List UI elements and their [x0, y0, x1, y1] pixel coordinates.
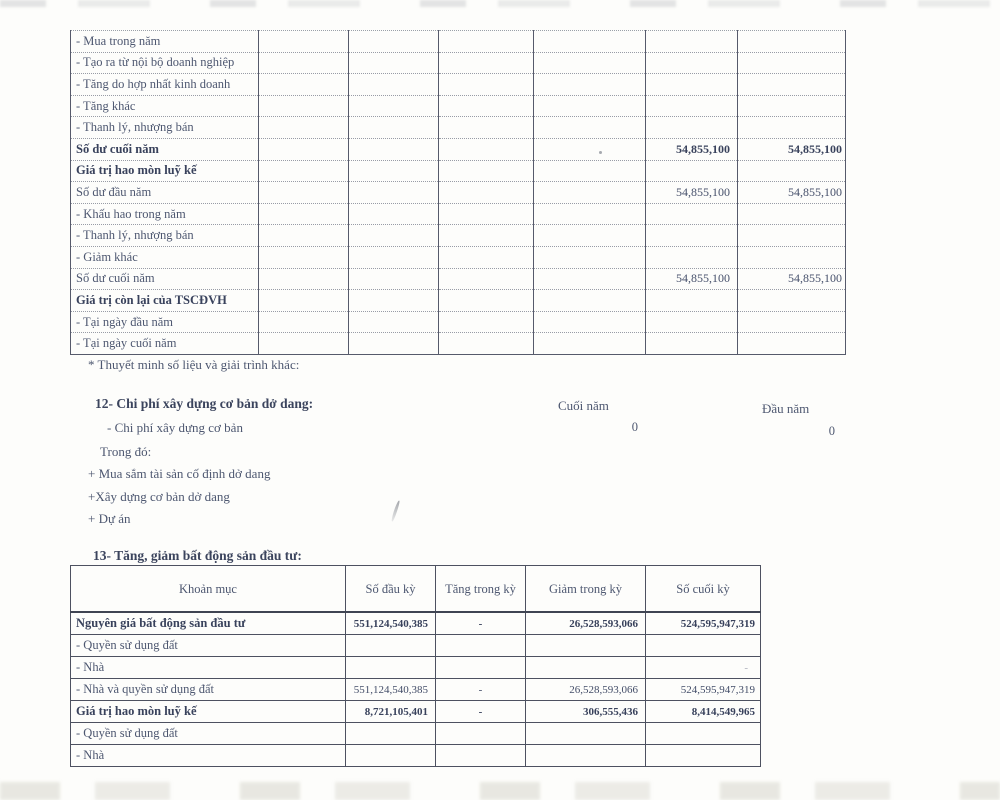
row-label: - Giảm khác: [71, 246, 259, 268]
table-row-closing-balance: [71, 138, 846, 160]
value-cell: -: [436, 701, 526, 723]
empty-cell: [534, 160, 646, 182]
empty-cell: [439, 138, 534, 160]
empty-cell: [349, 31, 439, 53]
empty-cell: [534, 182, 646, 204]
section12-item-project: + Dự án: [88, 511, 131, 526]
header-tang-trong-ky: Tăng trong kỳ: [436, 566, 526, 613]
value-cell: 551,124,540,385: [346, 612, 436, 635]
row-label: - Nhà và quyền sử dụng đất: [71, 679, 346, 701]
row-label: Nguyên giá bất động sản đầu tư: [71, 612, 346, 635]
empty-cell: [349, 160, 439, 182]
table-row: [71, 225, 846, 247]
value-cell: 26,528,593,066: [526, 679, 646, 701]
section12-line-construction-cost: - Chi phí xây dựng cơ bản: [107, 420, 243, 435]
empty-cell: [259, 138, 349, 160]
empty-cell: [259, 203, 349, 225]
empty-cell: [259, 160, 349, 182]
empty-cell: [346, 723, 436, 745]
investment-property-table: [70, 565, 761, 767]
empty-cell: [349, 225, 439, 247]
table-row: [71, 333, 846, 355]
empty-cell: [738, 290, 846, 312]
empty-cell: [646, 635, 761, 657]
empty-cell: [534, 290, 646, 312]
empty-cell: [439, 203, 534, 225]
section12-column-end-year: Cuối năm: [558, 398, 609, 413]
value-cell: 8,414,549,965: [646, 701, 761, 723]
section13-title: 13- Tăng, giảm bất động sản đầu tư:: [93, 548, 302, 563]
empty-cell: [646, 333, 738, 355]
empty-cell: [646, 723, 761, 745]
empty-cell: [439, 31, 534, 53]
table-row: [71, 117, 846, 139]
empty-cell: [526, 745, 646, 767]
empty-cell: [738, 117, 846, 139]
empty-cell: [738, 52, 846, 74]
empty-cell: [439, 117, 534, 139]
empty-cell: [738, 74, 846, 96]
empty-cell: [349, 333, 439, 355]
empty-cell: [346, 657, 436, 679]
empty-cell: [439, 182, 534, 204]
empty-cell: [534, 117, 646, 139]
value-cell: -: [436, 612, 526, 635]
section12-column-start-year: Đầu năm: [762, 401, 810, 416]
empty-cell: [534, 225, 646, 247]
pen-mark-artifact: [391, 500, 401, 522]
section12-title: 12- Chi phí xây dựng cơ bản dở dang:: [95, 396, 314, 411]
empty-cell: [259, 268, 349, 290]
empty-cell: [534, 333, 646, 355]
table-row: [71, 723, 761, 745]
row-label: Giá trị còn lại của TSCĐVH: [71, 290, 259, 312]
row-label: - Thanh lý, nhượng bán: [71, 225, 259, 247]
table-row: [71, 635, 761, 657]
empty-cell: [259, 117, 349, 139]
empty-cell: [534, 52, 646, 74]
row-label: - Khấu hao trong năm: [71, 203, 259, 225]
empty-cell: [349, 95, 439, 117]
section12-end-year-value: 0: [631, 420, 638, 434]
section12-start-year-value: 0: [828, 424, 835, 438]
empty-cell: [349, 74, 439, 96]
row-label: - Mua trong năm: [71, 31, 259, 53]
value-cell: 551,124,540,385: [346, 679, 436, 701]
empty-cell: [526, 657, 646, 679]
empty-cell: [349, 203, 439, 225]
table-row-opening-balance: [71, 182, 846, 204]
row-label: Giá trị hao mòn luỹ kế: [71, 701, 346, 723]
empty-cell: [646, 160, 738, 182]
table-row: [71, 74, 846, 96]
header-giam-trong-ky: Giảm trong kỳ: [526, 566, 646, 613]
empty-cell: [439, 52, 534, 74]
empty-cell: [526, 723, 646, 745]
row-label: - Nhà: [71, 745, 346, 767]
empty-cell: [436, 745, 526, 767]
empty-cell: [534, 246, 646, 268]
table-row: [71, 679, 761, 701]
empty-cell: [259, 333, 349, 355]
value-cell: 524,595,947,319: [646, 612, 761, 635]
empty-cell: [259, 246, 349, 268]
empty-cell: [534, 31, 646, 53]
table-row: [71, 246, 846, 268]
row-label: - Nhà: [71, 657, 346, 679]
empty-cell: [259, 31, 349, 53]
empty-cell: [259, 95, 349, 117]
intangible-assets-table: [70, 30, 846, 355]
section12-item-construction-in-progress: +Xây dựng cơ bản dở dang: [88, 489, 230, 504]
header-khoan-muc: Khoản mục: [71, 566, 346, 613]
empty-cell: [439, 225, 534, 247]
row-label: Số dư cuối năm: [71, 138, 259, 160]
empty-cell: [439, 268, 534, 290]
empty-cell: [738, 203, 846, 225]
empty-cell: [436, 635, 526, 657]
value-cell: 524,595,947,319: [646, 679, 761, 701]
empty-cell: [349, 311, 439, 333]
empty-cell: [646, 117, 738, 139]
empty-cell: [738, 31, 846, 53]
table-header-row: [71, 566, 761, 613]
empty-cell: [259, 311, 349, 333]
table-row: [71, 95, 846, 117]
empty-cell: [349, 246, 439, 268]
row-label: Số dư đầu năm: [71, 182, 259, 204]
empty-cell: [259, 182, 349, 204]
empty-cell: [738, 225, 846, 247]
section12-trong-do-label: Trong đó:: [100, 444, 152, 459]
empty-cell: [534, 311, 646, 333]
table-row: [71, 52, 846, 74]
empty-cell: [646, 95, 738, 117]
empty-cell: [346, 745, 436, 767]
empty-cell: [534, 268, 646, 290]
row-label: - Tại ngày đầu năm: [71, 311, 259, 333]
value-cell: 54,855,100: [646, 182, 738, 204]
table-row-accumulated-depreciation: [71, 160, 846, 182]
empty-cell: [646, 52, 738, 74]
row-label: Số dư cuối năm: [71, 268, 259, 290]
header-so-dau-ky: Số đầu kỳ: [346, 566, 436, 613]
empty-cell: [259, 290, 349, 312]
empty-cell: [646, 290, 738, 312]
empty-cell: [738, 160, 846, 182]
empty-cell: [439, 95, 534, 117]
row-label: - Quyền sử dụng đất: [71, 635, 346, 657]
value-cell: 8,721,105,401: [346, 701, 436, 723]
empty-cell: [346, 635, 436, 657]
row-label: - Tại ngày cuối năm: [71, 333, 259, 355]
table-row-net-book-value: [71, 290, 846, 312]
empty-cell: [259, 74, 349, 96]
empty-cell: [349, 268, 439, 290]
empty-cell: [439, 290, 534, 312]
empty-cell: [439, 74, 534, 96]
empty-cell: [738, 311, 846, 333]
empty-cell: [646, 225, 738, 247]
table-row: [71, 203, 846, 225]
empty-cell: [439, 311, 534, 333]
empty-cell: [646, 246, 738, 268]
note-other-explanations: * Thuyết minh số liệu và giải trình khác:: [88, 357, 300, 372]
row-label: - Thanh lý, nhượng bán: [71, 117, 259, 139]
empty-cell: [534, 203, 646, 225]
table-row: [71, 745, 761, 767]
table-row: [71, 311, 846, 333]
empty-cell: [534, 95, 646, 117]
value-cell: -: [436, 679, 526, 701]
empty-cell: [436, 723, 526, 745]
table-row: [71, 31, 846, 53]
value-cell: 54,855,100: [646, 138, 738, 160]
empty-cell: [646, 203, 738, 225]
empty-cell: [526, 635, 646, 657]
value-cell: -: [646, 657, 761, 679]
table-row-accumulated-depreciation: [71, 701, 761, 723]
table-row-original-cost: [71, 612, 761, 635]
empty-cell: [738, 246, 846, 268]
empty-cell: [349, 182, 439, 204]
empty-cell: [738, 95, 846, 117]
empty-cell: [534, 138, 646, 160]
table-row: [71, 657, 761, 679]
row-label: - Tăng khác: [71, 95, 259, 117]
table-row-closing-balance-2: [71, 268, 846, 290]
empty-cell: [738, 333, 846, 355]
empty-cell: [439, 246, 534, 268]
empty-cell: [349, 52, 439, 74]
row-label: - Quyền sử dụng đất: [71, 723, 346, 745]
empty-cell: [259, 225, 349, 247]
empty-cell: [439, 333, 534, 355]
empty-cell: [534, 74, 646, 96]
section12-item-purchase-fixed-assets: + Mua sắm tài sản cố định dở dang: [88, 466, 271, 481]
empty-cell: [439, 160, 534, 182]
empty-cell: [349, 290, 439, 312]
empty-cell: [436, 657, 526, 679]
value-cell: 306,555,436: [526, 701, 646, 723]
row-label: - Tăng do hợp nhất kinh doanh: [71, 74, 259, 96]
empty-cell: [646, 745, 761, 767]
value-cell: 54,855,100: [646, 268, 738, 290]
value-cell: 54,855,100: [738, 138, 846, 160]
row-label: - Tạo ra từ nội bộ doanh nghiệp: [71, 52, 259, 74]
value-cell: 54,855,100: [738, 268, 846, 290]
empty-cell: [646, 31, 738, 53]
scan-edge-artifact-top: [0, 0, 1000, 7]
header-so-cuoi-ky: Số cuối kỳ: [646, 566, 761, 613]
empty-cell: [646, 74, 738, 96]
value-cell: 26,528,593,066: [526, 612, 646, 635]
scan-edge-artifact-bottom: [0, 782, 1000, 800]
empty-cell: [646, 311, 738, 333]
empty-cell: [349, 138, 439, 160]
value-cell: 54,855,100: [738, 182, 846, 204]
row-label: Giá trị hao mòn luỹ kế: [71, 160, 259, 182]
empty-cell: [259, 52, 349, 74]
empty-cell: [349, 117, 439, 139]
